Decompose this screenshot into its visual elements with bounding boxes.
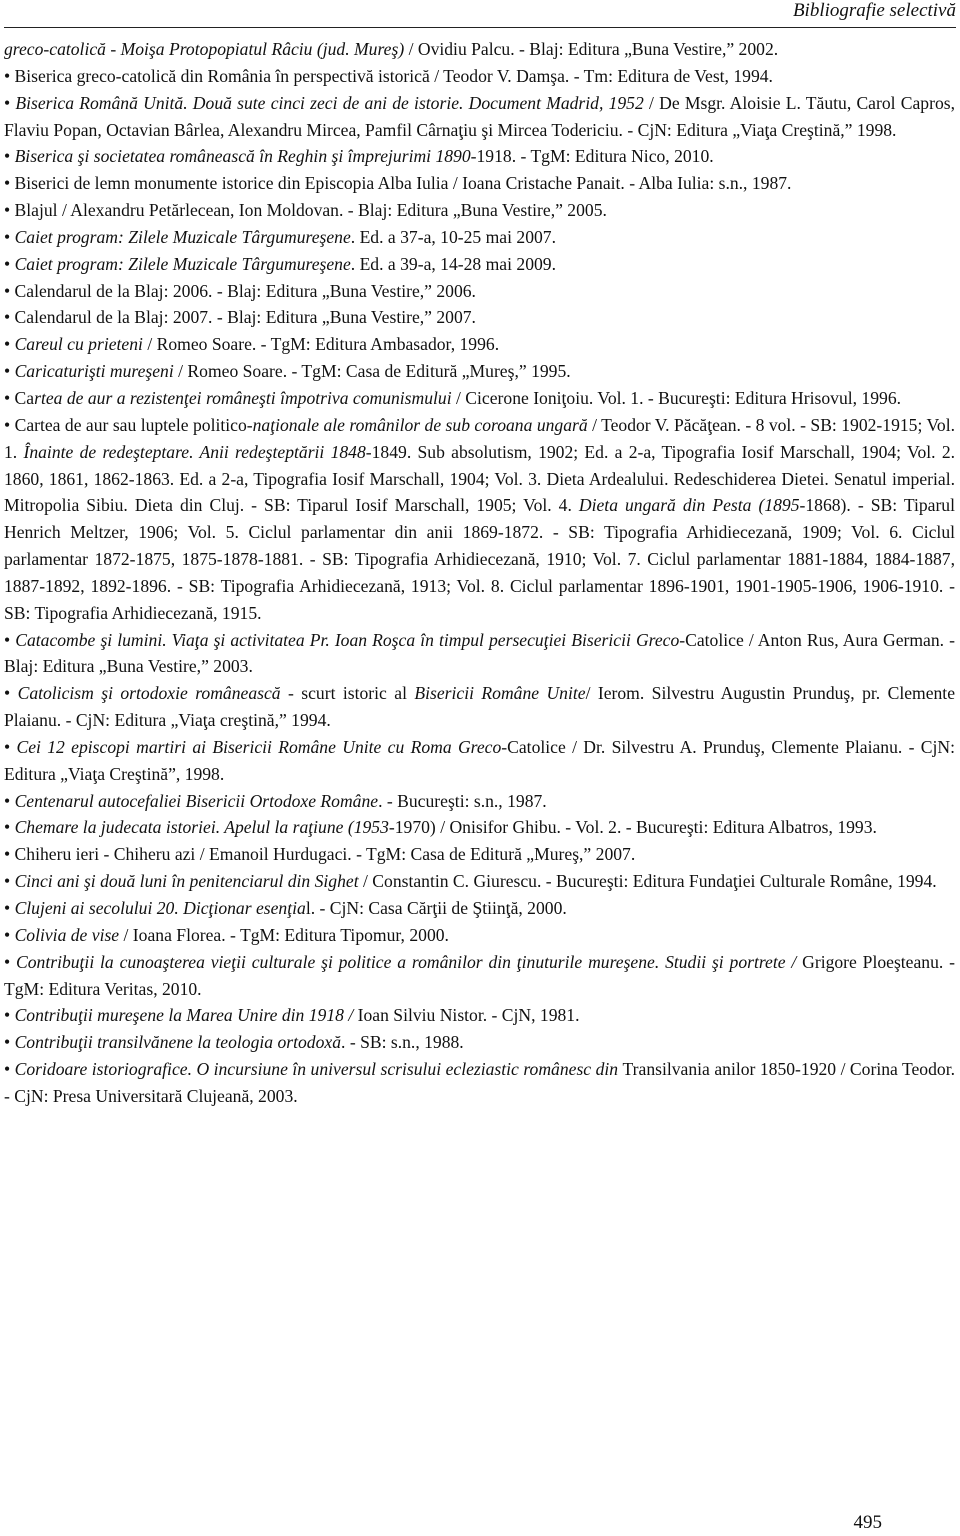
entry-text-italic: Dieta ungară din Pesta (1895 [578,495,800,516]
entry-text: Catolice / Dr. Silvestru A. Prunduş, Clemente Plaianu. - CjN: Editura „Viaţa Creştină”, 1998. [4,736,956,784]
bibliography-entry [4,1002,955,1029]
bibliography-entry [4,680,955,734]
bibliography-entry [4,1056,955,1110]
entry-text-italic: Coridoare istoriografice. O incursiune în universul scrisului ecleziastic românesc din [14,1059,623,1080]
entry-text: . Ed. a 39-a, 14-28 mai 2009. [350,253,556,274]
entry-text: Transilvania anilor 1850-1920 / Corina Teodor. - CjN: Presa Universitară Clujeană, 2003. [4,1059,955,1106]
entry-text-italic: Clujeni ai secolului 20. Dicţionar esenţia [14,898,306,918]
bibliography-entry [4,224,955,251]
entry-text: / Constantin C. Giurescu. - Bucureşti: Editura Fundaţiei Culturale Române, 1994. [358,871,937,892]
entry-text-italic: Contribuţii transilvănene la teologia ortodoxă [14,1032,342,1053]
entry-text: -1970) / Onisifor Ghibu. - Vol. 2. - Bucureşti: Editura Albatros, 1993. [388,817,877,838]
bibliography-entry [4,197,955,224]
bibliography-entry [4,1029,955,1056]
entry-text: • [4,629,16,650]
entry-text-italic: Cei 12 episcopi martiri ai Bisericii Române Unite cu Roma Greco- [16,736,508,757]
running-header: Bibliografie selectivă [792,0,956,21]
bibliography-list [4,36,955,1110]
entry-text: -1918. - TgM: Editura Nico, 2010. [470,146,714,167]
bibliography-entry [4,63,955,90]
bibliography-entry [4,304,955,331]
entry-text: • [4,817,15,838]
entry-text-italic: Biserica şi societatea românească în Reghin şi împrejurimi 1890 [14,146,471,167]
entry-text: • [4,1032,15,1053]
entry-text: Grigore Ploeşteanu. - TgM: Editura Veritas, 2010. [4,951,955,999]
bibliography-entry [4,278,955,305]
entry-text: . - Bucureşti: s.n., 1987. [378,790,547,811]
header-rule [4,27,956,28]
bibliography-entry [4,922,955,949]
entry-text: • [4,871,15,892]
bibliography-entry [4,734,955,788]
entry-text: / Ioana Florea. - TgM: Editura Tipomur, 2000. [119,924,449,945]
entry-text-italic: Bisericii Române Unite [414,683,586,704]
entry-text: / Cicerone Ioniţoiu. Vol. 1. - Bucureşti: Editura Hrisovul, 1996. [451,387,902,408]
entry-text: • [4,736,17,757]
bibliography-entry [4,895,955,922]
bibliography-entry [4,868,955,895]
entry-text: • [4,226,15,247]
entry-text: -1849. Sub absolutism, 1902; Ed. a 2-a, Tipografia Iosif Marschall, 1904; Vol. 2. 1860, 1861, 1862-1863. Ed. a 2-a, Tipografia Iosif Marschall, 1904; Vol. 3. Dieta Ardealului. Redeschiderea Dietei. Senatul imperial. Mitropolia Sibiu. Dieta din Cluj. - SB: Tiparul Iosif Marschall, 1905; Vol. 4. [4,441,956,516]
entry-text: -1868). - SB: Tiparul Henrich Meltzer, 1906; Vol. 5. Ciclul parlamentar din anii 1869-1872. - SB: Tipografia Arhidiecezană, 1909; Vol. 6. Ciclul parlamentar 1872-1875, 1875-1878-1881. - SB: Tipografia Arhidiecezană, 1910; Vol. 7. Ciclul parlamentar 1881-1884, 1884-1887, 1887-1892, 1892-1896. - SB: Tipografia Arhidiecezană, 1913; Vol. 8. Ciclul parlamentar 1896-1901, 1901-1905-1906, 1906-1910. - SB: Tipografia Arhidiecezană, 1915. [4,495,955,623]
entry-text: • Chiheru ieri - Chiheru azi / Emanoil Hurdugaci. - TgM: Casa de Editură „Mureş,” 2007. [4,844,636,865]
bibliography-entry [4,385,955,412]
bibliography-entry [4,627,955,681]
entry-text-italic: Biserica Română Unită. Două sute cinci zeci de ani de istorie. Document Madrid, 1952 [15,92,644,113]
entry-text-italic: rtea de aur a rezistenţei româneşti împotriva comunismului [34,387,452,408]
bibliography-entry [4,90,955,144]
entry-text: • [4,146,15,167]
entry-text: • [4,1005,15,1026]
entry-text: • Ca [4,387,35,408]
entry-text: / Ierom. Silvestru Augustin Prunduş, pr. Clemente Plaianu. - CjN: Editura „Viaţa creştină,” 1994. [4,683,956,731]
entry-text: • [4,92,16,113]
entry-text: / Romeo Soare. - TgM: Editura Ambasador, 1996. [142,334,500,355]
entry-text-italic: Caiet program: Zilele Muzicale Târgumureşene [14,226,351,247]
entry-text-italic: Catolicism şi ortodoxie românească [17,683,281,704]
entry-text-italic: Catacombe şi lumini. Viaţa şi activitatea Pr. Ioan Roşca în timpul persecuţiei Bisericii Greco- [15,629,686,650]
entry-text: Ioan Silviu Nistor. - CjN, 1981. [357,1005,580,1026]
bibliography-entry [4,841,955,868]
entry-text: • Blajul / Alexandru Petărlecean, Ion Moldovan. - Blaj: Editura „Buna Vestire,” 2005. [4,200,607,221]
entry-text-italic: Contribuţii la cunoaşterea vieţii culturale şi politice a românilor din ţinuturile mureşene. Studii şi portrete / [16,951,803,972]
bibliography-entry [4,949,955,1003]
entry-text: Catolice / Anton Rus, Aura German. - Blaj: Editura „Buna Vestire,” 2003. [4,629,955,677]
entry-text-italic: Caricaturişti mureşeni [14,361,174,382]
entry-text: / Ovidiu Palcu. - Blaj: Editura „Buna Vestire,” 2002. [404,39,779,59]
bibliography-entry [4,412,955,627]
entry-text-italic: Colivia de vise [14,924,120,945]
bibliography-entry [4,788,955,815]
entry-text: • Biserici de lemn monumente istorice din Episcopia Alba Iulia / Ioana Cristache Panait. - Alba Iulia: s.n., 1987. [4,173,792,194]
bibliography-entry [4,170,955,197]
entry-text-italic: Careul cu prieteni [14,334,143,355]
entry-text: • [4,924,15,945]
entry-text: • Biserica greco-catolică din România în perspectivă istorică [4,65,430,86]
entry-text: / De Msgr. Aloisie L. Tăutu, Carol Capros, Flaviu Popan, Octavian Bârlea, Alexandru Mircea, Pamfil Cârnaţiu şi Mircea Todericiu. - CjN: Editura „Viaţa Creştină,” 1998. [4,92,956,140]
page-number: 495 [853,1512,882,1533]
entry-text: / Teodor V. Păcăţean. - 8 vol. - SB: 1902-1915; Vol. 1. [4,414,955,462]
bibliography-entry [4,251,955,278]
entry-text: l. - CjN: Casa Cărţii de Ştiinţă, 2000. [305,898,567,918]
entry-text-italic: Cinci ani şi două luni în penitenciarul din Sighet [14,871,359,892]
entry-text: • Calendarul de la Blaj: 2007. - Blaj: Editura „Buna Vestire,” 2007. [4,307,476,328]
entry-text: • Cartea de aur sau luptele politico- [4,414,253,435]
entry-text: • [4,253,15,274]
entry-text-italic: Centenarul autocefaliei Bisericii Ortodoxe Române [14,790,379,811]
entry-text-italic: Chemare la judecata istoriei. Apelul la raţiune (1953 [14,817,389,838]
entry-text: . Ed. a 37-a, 10-25 mai 2007. [350,226,556,247]
entry-text: • [4,1059,15,1080]
bibliography-entry [4,36,955,63]
entry-text: • [4,951,16,972]
entry-text: • [4,683,18,704]
entry-text: • Calendarul de la Blaj: 2006. - Blaj: Editura „Buna Vestire,” 2006. [4,280,476,301]
entry-text: • [4,790,15,811]
entry-text: - scurt istoric al [280,683,415,704]
entry-text: / Teodor V. Damşa. - Tm: Editura de Vest, 1994. [429,65,773,86]
entry-text-italic: Înainte de redeşteptare. Anii redeşteptării 1848 [23,441,366,462]
entry-text: • [4,334,15,355]
entry-text-italic: Contribuţii mureşene la Marea Unire din 1918 / [14,1005,358,1026]
bibliography-entry [4,143,955,170]
entry-text-italic: naţionale ale românilor de sub coroana ungară [252,414,588,435]
entry-text: • [4,898,15,918]
entry-text: • [4,361,15,382]
entry-text-italic: Caiet program: Zilele Muzicale Târgumureşene [14,253,351,274]
entry-text-italic: greco-catolică - Moişa Protopopiatul Râciu (jud. Mureş) [4,39,405,59]
bibliography-entry [4,814,955,841]
entry-text: / Romeo Soare. - TgM: Casa de Editură „Mureş,” 1995. [173,361,571,382]
entry-text: . - SB: s.n., 1988. [341,1032,464,1053]
bibliography-entry [4,331,955,358]
bibliography-entry [4,358,955,385]
